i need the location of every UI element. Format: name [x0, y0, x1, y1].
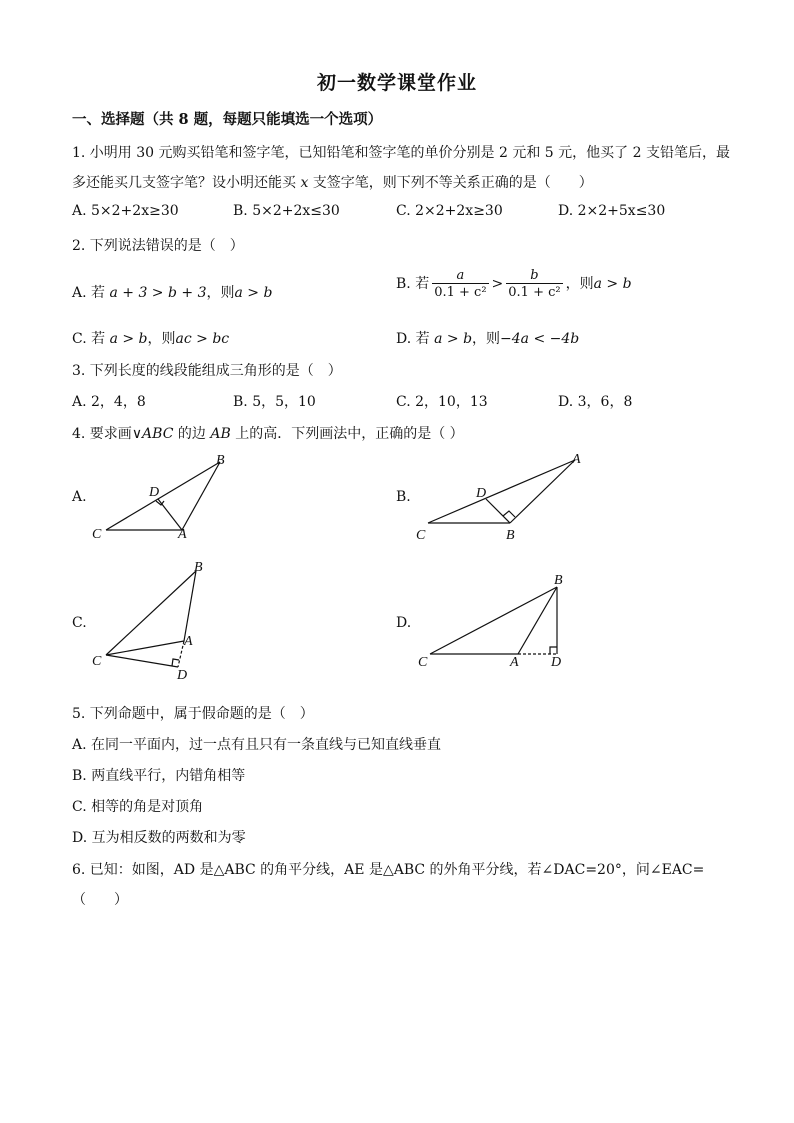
point-label-d: D — [551, 655, 562, 670]
q2-option-d-expr: a > b — [434, 331, 473, 347]
segment-ba — [184, 571, 196, 641]
q4-option-d-label[interactable]: D. — [396, 615, 412, 631]
q2-option-b[interactable] — [396, 268, 632, 300]
q5-option-a[interactable]: A. 在同一平面内，过一点有且只有一条直线与已知直线垂直 — [72, 737, 442, 753]
point-label-d: D — [177, 668, 188, 683]
q4-figure-a[interactable] — [80, 440, 260, 550]
q2-option-c-result: ac > bc — [175, 331, 230, 347]
q2-option-b-label: B. 若 — [396, 276, 430, 292]
q3-option-c[interactable]: C. 2，10，13 — [396, 394, 488, 410]
point-label-b: B — [506, 528, 515, 543]
q2-option-c-then: ，则 — [147, 331, 176, 347]
q6-stem-line1: 6. 已知：如图，AD 是△ABC 的角平分线，AE 是△ABC 的外角平分线，若∠DAC=20°，问∠EAC= — [72, 862, 705, 878]
q2-option-c[interactable] — [72, 328, 229, 348]
q1-variable: x — [300, 175, 309, 191]
q2-option-b-gt: > — [491, 276, 504, 292]
q2-option-c-label: C. 若 — [72, 331, 106, 347]
point-label-a: A — [572, 452, 581, 467]
point-label-c: C — [418, 655, 428, 670]
q1-stem-line2-a: 多还能买几支签字笔？设小明还能买 — [72, 175, 301, 191]
altitude-bd — [486, 499, 510, 523]
q4-figure-d[interactable] — [410, 565, 590, 675]
segment-ba — [182, 462, 220, 530]
q3-stem: 3. 下列长度的线段能组成三角形的是（ ） — [72, 363, 342, 379]
q4-side-name: AB — [210, 426, 231, 442]
q3-option-b[interactable]: B. 5，5，10 — [233, 394, 316, 410]
segment-cb — [106, 462, 220, 530]
q2-option-d-result: −4a < −4b — [500, 331, 580, 347]
q4-figure-b[interactable] — [410, 445, 600, 550]
q2-option-a-label: A. 若 — [72, 285, 106, 301]
q5-option-c[interactable]: C. 相等的角是对顶角 — [72, 799, 204, 815]
q2-option-a-expr: a + 3 > b + 3 — [109, 285, 207, 301]
point-label-c: C — [416, 528, 426, 543]
q2-option-a[interactable] — [72, 282, 272, 302]
segment-ca — [428, 460, 575, 523]
q2-stem: 2. 下列说法错误的是（ ） — [72, 238, 244, 254]
q4-stem-b: 的边 — [173, 426, 211, 442]
q2-option-d-then: ，则 — [472, 331, 501, 347]
q4-option-a-label[interactable]: A. — [72, 489, 87, 505]
q2-option-d[interactable] — [396, 328, 579, 348]
point-label-a: A — [184, 634, 193, 649]
q1-stem-line2-b: 支签字笔，则下列不等关系正确的是（ ） — [308, 175, 593, 191]
q2-option-b-frac1 — [432, 268, 488, 300]
point-label-c: C — [92, 527, 102, 542]
q1-option-d[interactable]: D. 2×2+5x≤30 — [558, 203, 666, 219]
q2-option-b-result: a > b — [593, 276, 632, 292]
point-label-a: A — [178, 527, 187, 542]
q2-option-d-label: D. 若 — [396, 331, 430, 347]
q6-stem-line2: （ ） — [72, 892, 128, 908]
q2-option-a-result: a > b — [234, 285, 273, 301]
q1-option-a[interactable]: A. 5×2+2x≥30 — [72, 203, 179, 219]
q4-stem-a: 4. 要求画 — [72, 426, 132, 442]
q3-option-a[interactable]: A. 2，4，8 — [72, 394, 146, 410]
q4-stem-c: 上的高．下列画法中，正确的是（ ） — [230, 426, 464, 442]
q5-option-b[interactable]: B. 两直线平行，内错角相等 — [72, 768, 246, 784]
point-label-d: D — [149, 485, 160, 500]
q2-option-b-then: ，则 — [565, 276, 594, 292]
q5-stem: 5. 下列命题中，属于假命题的是（ ） — [72, 706, 314, 722]
frac1-numerator: a — [456, 268, 465, 283]
q3-option-d[interactable]: D. 3，6，8 — [558, 394, 633, 410]
segment-cb — [106, 571, 196, 655]
q1-option-b[interactable]: B. 5×2+2x≤30 — [233, 203, 340, 219]
right-angle-mark — [172, 659, 179, 666]
point-label-a: A — [510, 655, 519, 670]
segment-ca — [106, 641, 184, 655]
q4-option-c-label[interactable]: C. — [72, 615, 87, 631]
q4-triangle-name: ∨ABC — [131, 426, 174, 442]
point-label-b: B — [194, 560, 203, 575]
frac2-numerator: b — [530, 268, 539, 283]
altitude-cd — [106, 655, 178, 667]
section-heading: 一、选择题（共 8 题，每题只能填选一个选项） — [72, 111, 383, 128]
q2-option-a-then: ，则 — [206, 285, 235, 301]
frac2-denominator: 0.1 + c² — [508, 285, 561, 300]
q2-option-c-expr: a > b — [109, 331, 148, 347]
q1-stem-line2 — [72, 172, 593, 192]
q4-figure-c[interactable] — [80, 555, 230, 685]
point-label-c: C — [92, 654, 102, 669]
q5-option-d[interactable]: D. 互为相反数的两数和为零 — [72, 830, 246, 846]
point-label-b: B — [554, 573, 563, 588]
q2-option-b-frac2 — [506, 268, 562, 300]
page-title: 初一数学课堂作业 — [316, 72, 477, 94]
q4-option-b-label[interactable]: B. — [396, 489, 411, 505]
point-label-d: D — [476, 486, 487, 501]
right-angle-mark — [550, 647, 557, 654]
q1-option-c[interactable]: C. 2×2+2x≥30 — [396, 203, 503, 219]
frac1-denominator: 0.1 + c² — [434, 285, 487, 300]
q1-stem-line1: 1. 小明用 30 元购买铅笔和签字笔，已知铅笔和签字笔的单价分别是 2 元和 5 元，他买了 2 支铅笔后，最 — [72, 145, 730, 161]
right-angle-mark — [503, 511, 515, 517]
segment-ab — [510, 460, 575, 523]
point-label-b: B — [216, 453, 225, 468]
